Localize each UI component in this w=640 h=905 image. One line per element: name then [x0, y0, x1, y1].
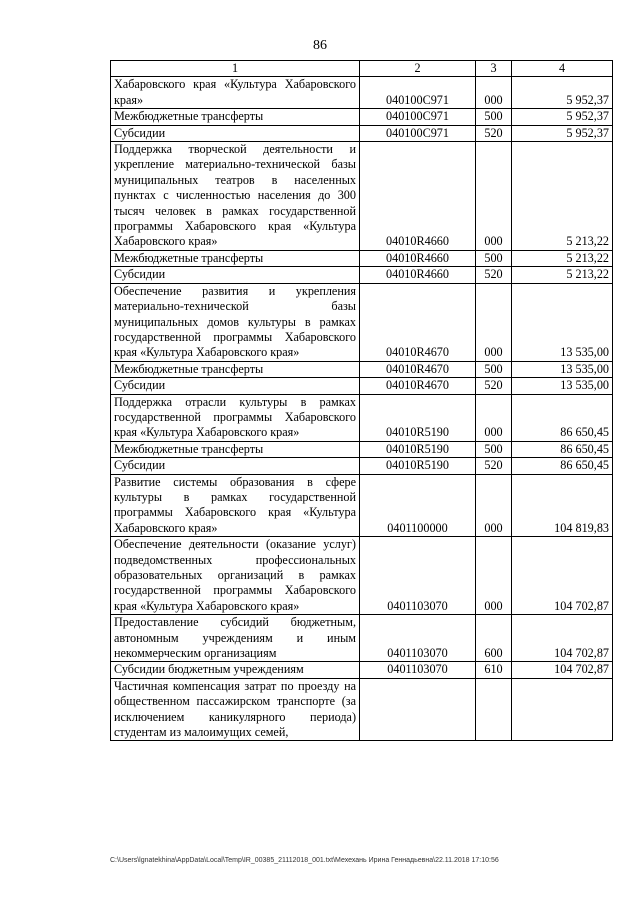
- row-name-cell: Межбюджетные трансферты: [111, 250, 360, 266]
- page-number: 86: [313, 38, 327, 53]
- table-row: [111, 474, 613, 537]
- row-type-cell: 520: [476, 458, 512, 474]
- table-row: [111, 267, 613, 283]
- row-type-cell: 000: [476, 142, 512, 251]
- table-row: [111, 458, 613, 474]
- table-row: [111, 283, 613, 361]
- row-code-cell: 0401103070: [360, 662, 476, 678]
- row-name-cell: Обеспечение развития и укрепления материально-технической базы муниципальных домов культуры в рамках государственной программы Хабаровского края «Культура Хабаровского края»: [111, 283, 360, 361]
- row-code-cell: [360, 678, 476, 741]
- row-code-cell: 04010R4670: [360, 361, 476, 377]
- row-sum-cell: 13 535,00: [512, 283, 613, 361]
- table-row: [111, 361, 613, 377]
- row-code-cell: 04010R5190: [360, 394, 476, 441]
- row-name-cell: Обеспечение деятельности (оказание услуг) подведомственных профессиональных образовательных организаций в рамках государственной программы Хабаровского края «Культура Хабаровского края»: [111, 537, 360, 615]
- row-code-cell: 04010R4670: [360, 283, 476, 361]
- row-code-cell: 04010R4660: [360, 267, 476, 283]
- row-sum-cell: 5 213,22: [512, 250, 613, 266]
- file-path-footer: C:\Users\lgnatekhina\AppData\Local\Temp\IR_00385_21112018_001.txt\Мехехань Ирина Геннадьевна\22.11.2018 17:10:56: [110, 857, 499, 864]
- header-col-3: 3: [476, 61, 512, 77]
- table-row: [111, 394, 613, 441]
- row-sum-cell: 86 650,45: [512, 458, 613, 474]
- row-name-cell: Субсидии бюджетным учреждениям: [111, 662, 360, 678]
- table-row: [111, 142, 613, 251]
- row-name-cell: Субсидии: [111, 458, 360, 474]
- row-sum-cell: 5 952,37: [512, 77, 613, 109]
- row-type-cell: 500: [476, 361, 512, 377]
- row-name-cell: Субсидии: [111, 125, 360, 141]
- row-code-cell: 040100С971: [360, 125, 476, 141]
- table-row: [111, 378, 613, 394]
- row-name-cell: Межбюджетные трансферты: [111, 361, 360, 377]
- row-code-cell: 0401103070: [360, 615, 476, 662]
- row-type-cell: 600: [476, 615, 512, 662]
- row-code-cell: 0401103070: [360, 537, 476, 615]
- header-col-1: 1: [111, 61, 360, 77]
- table-body: [111, 77, 613, 741]
- header-col-4: 4: [512, 61, 613, 77]
- row-code-cell: 040100С971: [360, 77, 476, 109]
- row-sum-cell: [512, 678, 613, 741]
- row-code-cell: 04010R4670: [360, 378, 476, 394]
- row-name-cell: Межбюджетные трансферты: [111, 109, 360, 125]
- budget-table: [110, 60, 613, 741]
- row-name-cell: Предоставление субсидий бюджетным, автономным учреждениям и иным некоммерческим организациям: [111, 615, 360, 662]
- row-sum-cell: 5 952,37: [512, 109, 613, 125]
- row-type-cell: 000: [476, 474, 512, 537]
- row-name-cell: Поддержка творческой деятельности и укрепление материально-технической базы муниципальных театров в населенных пунктах с численностью населения до 300 тысяч человек в рамках государственной программы Хабаровского края «Культура Хабаровского края»: [111, 142, 360, 251]
- row-name-cell: Поддержка отрасли культуры в рамках государственной программы Хабаровского края «Культура Хабаровского края»: [111, 394, 360, 441]
- table-row: [111, 615, 613, 662]
- table-row: [111, 125, 613, 141]
- row-type-cell: 500: [476, 109, 512, 125]
- row-sum-cell: 104 702,87: [512, 615, 613, 662]
- table-row: [111, 662, 613, 678]
- row-sum-cell: 5 213,22: [512, 267, 613, 283]
- row-sum-cell: 13 535,00: [512, 378, 613, 394]
- row-name-cell: Развитие системы образования в сфере культуры в рамках государственной программы Хабаровского края «Культура Хабаровского края»: [111, 474, 360, 537]
- row-type-cell: 610: [476, 662, 512, 678]
- row-type-cell: 000: [476, 283, 512, 361]
- row-name-cell: Частичная компенсация затрат по проезду на общественном пассажирском транспорте (за исключением каникулярного периода) студентам из малоимущих семей,: [111, 678, 360, 741]
- row-sum-cell: 5 213,22: [512, 142, 613, 251]
- row-type-cell: 000: [476, 77, 512, 109]
- row-type-cell: 000: [476, 394, 512, 441]
- row-sum-cell: 104 819,83: [512, 474, 613, 537]
- row-sum-cell: 86 650,45: [512, 394, 613, 441]
- table-row: [111, 250, 613, 266]
- row-sum-cell: 104 702,87: [512, 662, 613, 678]
- row-name-cell: Субсидии: [111, 267, 360, 283]
- table-header-row: [111, 61, 613, 77]
- row-type-cell: 520: [476, 267, 512, 283]
- row-code-cell: 04010R4660: [360, 142, 476, 251]
- row-type-cell: 520: [476, 125, 512, 141]
- row-type-cell: 520: [476, 378, 512, 394]
- row-type-cell: 000: [476, 537, 512, 615]
- row-type-cell: [476, 678, 512, 741]
- row-sum-cell: 5 952,37: [512, 125, 613, 141]
- row-name-cell: Межбюджетные трансферты: [111, 441, 360, 457]
- row-sum-cell: 86 650,45: [512, 441, 613, 457]
- table-row: [111, 77, 613, 109]
- row-code-cell: 040100С971: [360, 109, 476, 125]
- row-code-cell: 04010R5190: [360, 458, 476, 474]
- row-sum-cell: 13 535,00: [512, 361, 613, 377]
- row-code-cell: 04010R5190: [360, 441, 476, 457]
- row-name-cell: Хабаровского края «Культура Хабаровского края»: [111, 77, 360, 109]
- table-row: [111, 441, 613, 457]
- row-code-cell: 04010R4660: [360, 250, 476, 266]
- table-row: [111, 537, 613, 615]
- row-type-cell: 500: [476, 441, 512, 457]
- row-sum-cell: 104 702,87: [512, 537, 613, 615]
- row-code-cell: 0401100000: [360, 474, 476, 537]
- table-row: [111, 678, 613, 741]
- row-name-cell: Субсидии: [111, 378, 360, 394]
- header-col-2: 2: [360, 61, 476, 77]
- table-row: [111, 109, 613, 125]
- row-type-cell: 500: [476, 250, 512, 266]
